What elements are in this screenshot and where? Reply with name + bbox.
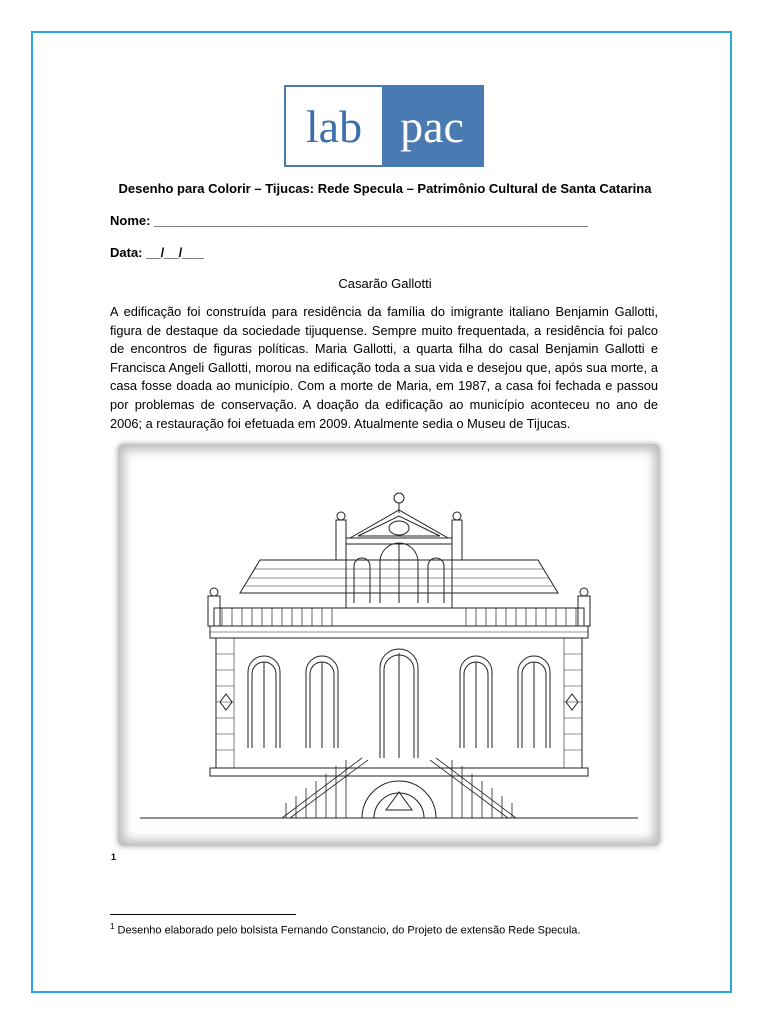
footnote-number: 1 — [110, 922, 115, 931]
section-title: Casarão Gallotti — [338, 276, 432, 291]
body-paragraph: A edificação foi construída para residência da família do imigrante italiano Benjamin Gallotti, figura de destaque da sociedade tijuquense. Sempre muito frequentada, a residência foi palco de encontros de figuras políticas. Maria Gallotti, a quarta filha do casal Benjamin Gallotti e Francisca Angeli Gallotti, morou na edificação toda a sua vida e desejou que, após sua morte, a casa fosse doada ao município. Com a morte de Maria, em 1987, a casa foi fechada e passou por problemas de conservação. A doação da edificação ao município aconteceu no ano de 2006; a restauração foi efetuada em 2009. Atualmente sedia o Museu de Tijucas. — [110, 304, 658, 431]
document-title: Desenho para Colorir – Tijucas: Rede Specula – Patrimônio Cultural de Santa Catarina — [118, 181, 652, 196]
footnote-body: Desenho elaborado pelo bolsista Fernando Constancio, do Projeto de extensão Rede Specula. — [114, 924, 581, 937]
labpac-logo — [284, 85, 484, 167]
house-drawing — [130, 458, 648, 834]
footnote-marker: 1 — [111, 852, 117, 862]
footnote-divider — [110, 914, 296, 915]
coloring-drawing-frame — [118, 444, 660, 846]
date-field[interactable]: Data: __/__/___ — [110, 245, 204, 260]
logo-pac-text: pac — [382, 87, 482, 165]
footnote-text — [110, 922, 580, 937]
logo-lab-text: lab — [286, 87, 382, 165]
name-field[interactable]: Nome: ____________________________________________________________ — [110, 213, 588, 228]
